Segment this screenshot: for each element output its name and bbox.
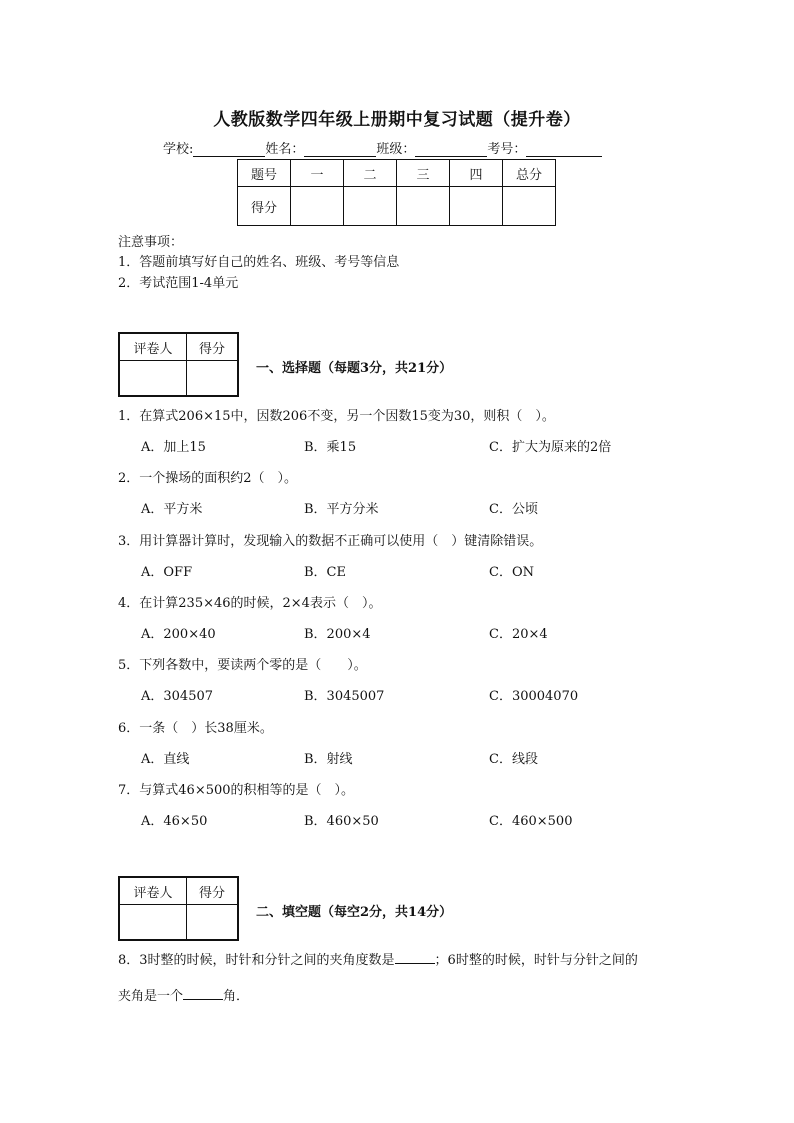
score-cell[interactable] <box>291 187 344 226</box>
q4-option-c[interactable]: C．20×4 <box>489 627 548 642</box>
q1-option-a[interactable]: A．加上15 <box>141 440 206 455</box>
section-2-title: 二、填空题（每空2分，共14分） <box>256 905 453 920</box>
q2-option-b[interactable]: B．平方分米 <box>304 502 379 517</box>
q6-option-c[interactable]: C．线段 <box>489 752 538 767</box>
class-field[interactable] <box>415 142 487 157</box>
q8-text-part-2: ；6时整的时候，时针与分针之间的 <box>434 953 638 968</box>
score-header-cell: 题号 <box>238 160 291 187</box>
exam-no-field[interactable] <box>526 142 602 157</box>
grader-score-cell[interactable] <box>187 361 239 397</box>
q4-option-b[interactable]: B．200×4 <box>304 627 371 642</box>
school-field[interactable] <box>193 142 265 157</box>
score-table <box>237 159 556 226</box>
q8-text-part-3: 夹角是一个 <box>118 989 184 1004</box>
q1-option-b[interactable]: B．乘15 <box>304 440 357 455</box>
school-label: 学校: <box>163 142 194 157</box>
score-cell[interactable] <box>344 187 397 226</box>
q3-option-a[interactable]: A．OFF <box>141 565 193 580</box>
class-label: 班级： <box>376 142 416 157</box>
name-field[interactable] <box>304 142 376 157</box>
score-header-cell: 一 <box>291 160 344 187</box>
question-8-line-2 <box>118 985 249 1004</box>
q3-option-c[interactable]: C．ON <box>489 565 534 580</box>
reviewer-label: 评卷人 <box>119 877 187 905</box>
note-item: 2．考试范围1-4单元 <box>118 276 239 291</box>
student-info-line <box>163 138 602 157</box>
score-header-cell: 二 <box>344 160 397 187</box>
grader-box-2 <box>118 876 239 941</box>
question-3: 3．用计算器计算时，发现输入的数据不正确可以使用（ ）键清除错误。 <box>118 534 543 549</box>
question-7: 7．与算式46×500的积相等的是（ ）。 <box>118 783 355 798</box>
question-5: 5．下列各数中，要读两个零的是（ ）。 <box>118 658 367 673</box>
q8-answer-blank-2[interactable] <box>183 987 223 1000</box>
reviewer-cell[interactable] <box>119 905 187 941</box>
q4-option-a[interactable]: A．200×40 <box>141 627 216 642</box>
grader-score-label: 得分 <box>187 333 239 361</box>
q5-option-c[interactable]: C．30004070 <box>489 689 579 704</box>
q2-option-a[interactable]: A．平方米 <box>141 502 203 517</box>
q8-text-part-4: 角． <box>223 989 250 1004</box>
q8-text-part-1: 8．3时整的时候，时针和分针之间的夹角度数是 <box>118 953 395 968</box>
grader-score-label: 得分 <box>187 877 239 905</box>
score-header-cell: 总分 <box>503 160 556 187</box>
q6-option-a[interactable]: A．直线 <box>141 752 190 767</box>
q3-option-b[interactable]: B．CE <box>304 565 346 580</box>
question-6: 6．一条（ ）长38厘米。 <box>118 721 273 736</box>
section-1-title: 一、选择题（每题3分，共21分） <box>256 361 453 376</box>
exam-title: 人教版数学四年级上册期中复习试题（提升卷） <box>213 110 581 130</box>
q5-option-a[interactable]: A．304507 <box>141 689 214 704</box>
exam-no-label: 考号： <box>487 142 527 157</box>
score-row-label: 得分 <box>238 187 291 226</box>
q7-option-a[interactable]: A．46×50 <box>141 814 208 829</box>
q7-option-b[interactable]: B．460×50 <box>304 814 379 829</box>
score-cell[interactable] <box>503 187 556 226</box>
q8-answer-blank-1[interactable] <box>395 951 435 964</box>
question-8-line-1 <box>118 949 638 968</box>
score-header-cell: 四 <box>450 160 503 187</box>
q1-option-c[interactable]: C．扩大为原来的2倍 <box>489 440 612 455</box>
q7-option-c[interactable]: C．460×500 <box>489 814 573 829</box>
question-2: 2．一个操场的面积约2（ ）。 <box>118 471 298 486</box>
question-1: 1．在算式206×15中，因数206不变，另一个因数15变为30，则积（ ）。 <box>118 409 555 424</box>
grader-score-cell[interactable] <box>187 905 239 941</box>
score-header-cell: 三 <box>397 160 450 187</box>
q5-option-b[interactable]: B．3045007 <box>304 689 385 704</box>
score-cell[interactable] <box>450 187 503 226</box>
score-cell[interactable] <box>397 187 450 226</box>
name-label: 姓名： <box>265 142 305 157</box>
q6-option-b[interactable]: B．射线 <box>304 752 353 767</box>
note-item: 1．答题前填写好自己的姓名、班级、考号等信息 <box>118 255 400 270</box>
question-4: 4．在计算235×46的时候，2×4表示（ ）。 <box>118 596 382 611</box>
grader-box-1 <box>118 332 239 397</box>
q2-option-c[interactable]: C．公顷 <box>489 502 538 517</box>
notes-heading: 注意事项： <box>118 235 184 250</box>
reviewer-cell[interactable] <box>119 361 187 397</box>
reviewer-label: 评卷人 <box>119 333 187 361</box>
